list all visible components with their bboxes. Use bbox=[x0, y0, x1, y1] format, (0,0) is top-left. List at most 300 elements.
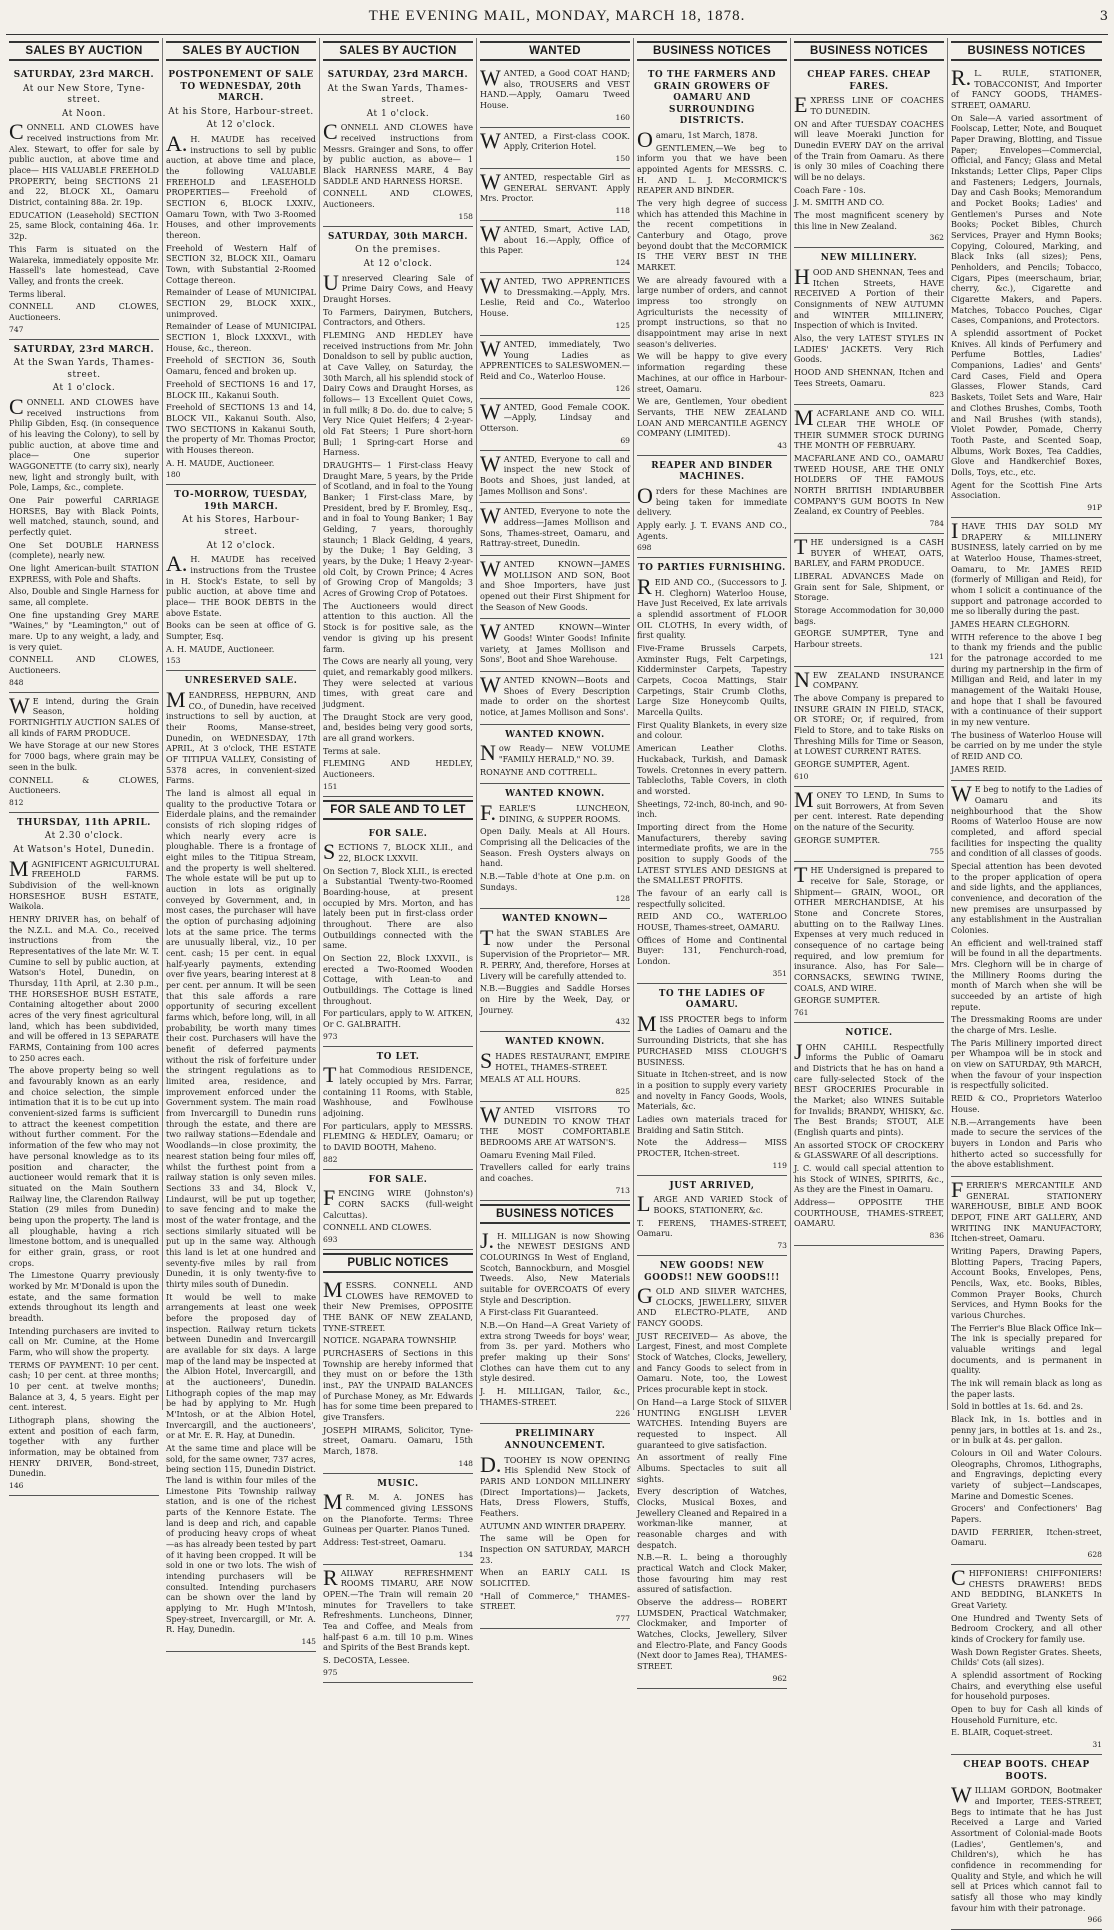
ad-paragraph: THE Undersigned is prepared to receive for Sale, Storage, or Shipment— GRAIN, WOOL, OR OTHER MERCHANDISE, At his Stone and Concrete Stores, abutting on to the Railway Lines. Expenses at very much reduced in consequence of no cartage being required, and low premium for insurance. Also, has For Sale— CORNSACKS, SEWING TWINE, COALS, AND WIRE. bbox=[794, 862, 944, 993]
ad-number-left: 975 bbox=[323, 1667, 338, 1677]
ad-number-left: 761 bbox=[794, 1007, 809, 1017]
ad-number-left: 973 bbox=[323, 1031, 338, 1041]
ad-footer bbox=[323, 1032, 473, 1042]
advertisement bbox=[794, 65, 944, 248]
ad-paragraph: GOLD AND SILVER WATCHES, CLOCKS, JEWELLERY, SILVER AND ELECTRO-PLATE, AND FANCY GOODS. bbox=[637, 1283, 787, 1329]
ad-paragraph: GENTLEMEN,—We beg to inform you that we have been appointed Agents for MESSRS. C. H. AND L. J. McCORMICK'S REAPER AND BINDER. bbox=[637, 142, 787, 196]
ad-paragraph: MONEY TO LEND, In Sums to suit Borrowers, At from Seven per cent. interest. Rate depending on the nature of the Security. bbox=[794, 786, 944, 832]
ad-paragraph: FLEMING AND HEDLEY, Auctioneers. bbox=[323, 758, 473, 779]
ad-paragraph: One Set DOUBLE HARNESS (complete), nearly new. bbox=[9, 539, 159, 561]
ad-paragraph: MACFARLANE AND CO., OAMARU TWEED HOUSE, ARE THE ONLY HOLDERS OF THE FAMOUS NORTH BRITISH INDIARUBBER COMPANY'S GUM BOOTS In New Zealand, ex Country of Peebles. bbox=[794, 453, 944, 517]
ad-footer bbox=[480, 1087, 630, 1097]
column-header: BUSINESS NOTICES bbox=[637, 41, 787, 61]
advertisement bbox=[323, 1474, 473, 1565]
ad-paragraph: REID AND CO., (Successors to J. H. Cleghorn) Waterloo House, Have Just Received, Ex late arrivals a splendid assortment of FLOOR OIL CLOTHS, In every width, of first quality. bbox=[637, 574, 787, 641]
ad-footer bbox=[9, 1481, 159, 1491]
ad-paragraph: Also, Double and Single Harness for same, all complete. bbox=[9, 586, 159, 608]
ad-paragraph: At the same time and place will be sold, for the same owner, 737 acres, being section 115, Dunedin District. The land is within four miles of the Limestone Pits Township railway station, and is one of the richest parts of the Kennore Estate. The land is deep and rich, and capable of producing heavy crops of wheat—as has already been tested by part of it having been cropped. It will be sold in one or two lots. The wish of intending purchasers will be consulted. Intending purchasers can be shown over the land by applying to Mr. Hugh M'Intosh, Spey-street, Invercargill, or Mr. A. R. Hay, Dunedin. bbox=[166, 1442, 316, 1635]
ad-paragraph: Freehold of SECTION 36, South Oamaru, fenced and broken up. bbox=[166, 355, 316, 377]
advertisement bbox=[480, 273, 630, 336]
advertisement bbox=[480, 451, 630, 504]
ad-paragraph: Sold in bottles at 1s. 6d. and 2s. bbox=[951, 1401, 1084, 1412]
ad-heading: At 2.30 o'clock. bbox=[44, 831, 124, 842]
ad-paragraph: T. FERENS, THAMES-STREET, Oamaru. bbox=[637, 1217, 787, 1239]
ad-paragraph: Ladies own materials traced for Braiding and Satin Stitch. bbox=[637, 1113, 787, 1135]
ad-paragraph: FLEMING AND HEDLEY have received instructions from Mr. John Donaldson to sell by public auction, at Cave Valley, on Saturday, the 30th March, all his splendid stock of Dairy Cows and Draught Horses, as follows— 13 Excellent Quiet Cows, in full milk; 8 Do. do. due to calve; 5 Very Nice Quiet Heifers; 4 2-year-old Fat Steers; 1 Pure short-horn Bull; 1 Spring-cart Horse and Harness. bbox=[323, 330, 473, 458]
ad-paragraph: WANTED, immediately, Two Young Ladies as APPRENTICES to SALESWOMEN.—Reid and Co., Waterloo House. bbox=[480, 335, 630, 381]
ad-paragraph: Remainder of Lease of MUNICIPAL SECTION 1, Block LXXXVI., with House, &c., thereon. bbox=[166, 321, 316, 353]
ad-paragraph: WANTED, TWO APPRENTICES to Dressmaking.—Apply, Mrs. Leslie, Reid and Co., Waterloo House. bbox=[480, 273, 630, 319]
ad-paragraph: N.B.—Buggies and Saddle Horses on Hire by the Week, Day, or Journey. bbox=[480, 983, 630, 1015]
ad-heading: SATURDAY, 23rd MARCH. bbox=[327, 70, 469, 80]
ad-paragraph: CONNELL AND CLOWES have received instructions from Messrs. Grainger and Sons, to offer by public auction, as above— 1 Black HARNESS MARE, 4 Bay SADDLE AND HARNESS HORSE. bbox=[323, 119, 473, 186]
ad-footer bbox=[480, 894, 630, 904]
ad-paragraph: RONAYNE AND COTTRELL. bbox=[480, 766, 598, 777]
ad-paragraph: REID AND CO., WATERLOO HOUSE, Thames-street, OAMARU. bbox=[637, 911, 787, 932]
ad-heading: NOTICE. bbox=[845, 1027, 893, 1038]
ad-paragraph: CONNELL AND CLOWES. bbox=[323, 1222, 432, 1233]
ad-number-right: 91P bbox=[1087, 502, 1102, 512]
ad-footer bbox=[794, 1008, 944, 1018]
ad-heading: PRELIMINARY ANNOUNCEMENT. bbox=[504, 1429, 606, 1452]
ad-paragraph: CONNELL AND CLOWES, Auctioneers. bbox=[9, 654, 159, 676]
ad-paragraph: Terms liberal. bbox=[9, 288, 66, 299]
ad-paragraph: On Section 22, Block LXXVII., is erected a Two-Roomed Wooden Cottage, with Lean-to and Outbuildings. The Cottage is lined throughout. bbox=[323, 952, 473, 1006]
ad-paragraph: An assortment of really Fine Albums. Spectacles to suit all sights. bbox=[637, 1452, 787, 1484]
ad-number-right: 148 bbox=[458, 1458, 473, 1468]
ad-paragraph: To Farmers, Dairymen, Butchers, Contractors, and Others. bbox=[323, 306, 473, 328]
ad-paragraph: N.B.—On Hand—A Great Variety of extra strong Tweeds for boys' wear, from 3s. per yard. Mothers who prefer making up their Sons' Clothes can have them cut to any style desired. bbox=[480, 1320, 630, 1384]
ad-paragraph: CONNELL AND CLOWES have received instructions from Mr. Alex. Stewart, to offer for sale by public auction, at above time and place— HIS VALUABLE FREEHOLD PROPERTY, being SECTIONS 21 and 22, BLOCK XL, Oamaru District, containing 88a. 2r. 19p. bbox=[9, 119, 159, 208]
ad-heading: THURSDAY, 11th APRIL. bbox=[17, 817, 151, 828]
ad-heading: REAPER AND BINDER MACHINES. bbox=[651, 460, 773, 483]
ad-paragraph: An assorted STOCK OF CROCKERY & GLASSWARE Of all descriptions. bbox=[794, 1139, 944, 1161]
ad-paragraph: That Commodious RESIDENCE, lately occupied by Mrs. Farrar, containing 11 Rooms, with Stable, Washhouse, and Fowlhouse adjoining. bbox=[323, 1062, 473, 1118]
ad-paragraph: WE intend, during the Grain Season, holding FORTNIGHTLY AUCTION SALES Of all kinds of FARM PRODUCE. bbox=[9, 692, 159, 738]
ad-paragraph: N.B.—Table d'hote at One p.m. on Sundays. bbox=[480, 870, 630, 892]
advertisement bbox=[951, 518, 1102, 781]
ad-number-right: 825 bbox=[615, 1086, 630, 1096]
ad-number-right: 126 bbox=[615, 383, 630, 393]
ad-paragraph: Note the Address— MISS PROCTER, Itchen-street. bbox=[637, 1137, 787, 1158]
ad-paragraph: Oamaru, 1st March, 1878. bbox=[637, 127, 758, 153]
ad-footer bbox=[166, 1637, 316, 1647]
column-2 bbox=[163, 38, 320, 1647]
ad-footer bbox=[637, 1674, 787, 1684]
ad-paragraph: Observe the address— ROBERT LUMSDEN, Practical Watchmaker, Clockmaker, and Importer of Watches, Clocks, Jewellery, Silver and Electro-Plate, and Fancy Goods (Next door to James Rea), THAMES-STREET. bbox=[637, 1596, 787, 1671]
column-3 bbox=[320, 38, 477, 1677]
ad-paragraph: GEORGE SUMPTER, Agent. bbox=[794, 759, 910, 770]
ad-footer bbox=[9, 678, 159, 688]
ad-paragraph: Remainder of Lease of MUNICIPAL SECTION 29, BLOCK XXIX., unimproved. bbox=[166, 287, 316, 319]
section-header: PUBLIC NOTICES bbox=[323, 1253, 473, 1273]
advertisement bbox=[480, 672, 630, 725]
advertisement bbox=[166, 65, 316, 485]
ad-number-right: 118 bbox=[615, 206, 630, 216]
advertisement bbox=[323, 824, 473, 1047]
ad-paragraph: SECTIONS 7, BLOCK XLII., and 22, BLOCK LXXVII. bbox=[323, 839, 473, 865]
ad-paragraph: JOSEPH MIRAMS, Solicitor, Tyne-street, Oamaru. Oamaru, 15th March, 1878. bbox=[323, 1424, 473, 1457]
ad-paragraph: JAMES HEARN CLEGHORN. bbox=[951, 618, 1070, 629]
ad-paragraph: We have Storage at our new Stores for 7000 bags, where grain may be seen in the bulk. bbox=[9, 740, 159, 772]
ad-paragraph: MEANDRESS, HEPBURN, AND CO., of Dunedin, have received instructions to sell by auction, at their Rooms, Manse-street, Dunedin, on WEDNESDAY, 17th APRIL, At 3 o'clock, THE ESTATE OF TITIPUA VALLEY, Consisting of 5378 acres, in convenient-sized Farms. bbox=[166, 686, 316, 786]
ad-footer bbox=[794, 847, 944, 857]
ad-heading: FOR SALE. bbox=[368, 828, 428, 839]
ad-paragraph: The Draught Stock are very good, and, besides being very good sorts, are all grand workers. bbox=[323, 711, 473, 743]
ad-heading: At his Store, Harbour-street. bbox=[168, 106, 314, 117]
ad-paragraph: On Section 7, Block XLII., is erected a Substantial Twenty-two-Roomed Boarding-house, at present occupied by Mrs. Morton, and has lately been put in first-class order throughout. There are also Outbuildings connected with the same. bbox=[323, 865, 473, 951]
ad-heading: CHEAP BOOTS. CHEAP BOOTS. bbox=[963, 1760, 1090, 1782]
ad-paragraph: On Hand—a Large Stock of SILVER HUNTING ENGLISH LEVER WATCHES. Intending Buyers are requested to inspect. All guaranteed to give satisfaction. bbox=[637, 1396, 787, 1450]
column-header: BUSINESS NOTICES bbox=[951, 41, 1102, 61]
advertisement bbox=[323, 65, 473, 227]
ad-paragraph: The above Company is prepared to INSURE GRAIN IN FIELD, STACK, OR STORE; Or, if required, from Field to Store, and to take Risks on Threshing Mills for Time or Season, at LOWEST CURRENT RATES. bbox=[794, 693, 944, 757]
ad-paragraph: R.L. RULE, STATIONER, TOBACCONIST, And Importer of FANCY GOODS, THAMES-STREET, OAMARU. bbox=[951, 65, 1102, 111]
ad-paragraph: THE undersigned is a CASH BUYER of WHEAT, OATS, BARLEY, and FARM PRODUCE. bbox=[794, 534, 944, 569]
ad-number-right: 145 bbox=[301, 1637, 316, 1647]
ad-paragraph: The very high degree of success which has attended this Machine in the recent competitions in Canterbury and Otago, prove beyond doubt that the McCORMICK IS THE VERY BEST IN THE MARKET. bbox=[637, 198, 787, 273]
ad-number-left: 180 bbox=[166, 470, 181, 480]
ad-paragraph: First Quality Blankets, in every size and colour. bbox=[637, 719, 787, 741]
ad-paragraph: NEW ZEALAND INSURANCE COMPANY. bbox=[794, 666, 944, 692]
ad-paragraph: The ink will remain black as long as the paper lasts. bbox=[951, 1377, 1102, 1399]
ad-footer bbox=[480, 1017, 630, 1027]
ad-number-left: 747 bbox=[9, 324, 24, 334]
advertisement bbox=[480, 1424, 630, 1629]
ad-paragraph: Now Ready— NEW VOLUME "FAMILY HERALD," NO. 39. bbox=[480, 740, 630, 766]
column-1 bbox=[6, 38, 163, 1490]
ad-number-right: 836 bbox=[929, 1231, 944, 1240]
ad-paragraph: One fine upstanding Grey MARE "Waines," by "Leamington," out of mare. Up to any weight, a lady, and is very quiet. bbox=[9, 609, 159, 652]
ad-footer bbox=[166, 656, 316, 666]
ad-paragraph: CONNELL & CLOWES, Auctioneers. bbox=[9, 774, 159, 796]
ad-footer bbox=[323, 1550, 473, 1560]
ad-footer bbox=[951, 503, 1102, 513]
ad-paragraph: JUST RECEIVED— As above, the Largest, Finest, and most Complete Stock of Watches, Clocks, Jewellery, and Fancy Goods to select from in Oamaru. Note, too, the Lowest Prices procurable kept in stock. bbox=[637, 1330, 787, 1395]
ad-footer bbox=[480, 384, 630, 394]
ad-paragraph: Open to buy for Cash all kinds of Household Furniture, etc. bbox=[951, 1704, 1102, 1725]
ad-paragraph: A splendid assortment of Rocking Chairs, and everything else useful for household purposes. bbox=[951, 1670, 1102, 1702]
ad-number-right: 966 bbox=[1087, 1915, 1102, 1925]
ad-heading: At 1 o'clock. bbox=[52, 383, 116, 394]
ad-paragraph: Storage Accommodation for 30,000 bags. bbox=[794, 605, 944, 626]
ad-footer bbox=[323, 212, 473, 222]
ad-paragraph: WANTED, Smart, Active LAD, about 16.—Apply, Office of this Paper. bbox=[480, 221, 630, 256]
ad-heading: SATURDAY, 30th MARCH. bbox=[327, 231, 469, 242]
ad-footer bbox=[951, 1915, 1102, 1925]
ad-heading: At his Stores, Harbour-street. bbox=[182, 515, 300, 538]
ad-footer bbox=[794, 772, 944, 782]
ad-paragraph: LIBERAL ADVANCES Made on Grain sent for Sale, Shipment, or Storage. bbox=[794, 571, 944, 603]
ad-paragraph: A. H. MAUDE, Auctioneer. bbox=[166, 643, 275, 654]
ad-heading: NEW GOODS! NEW GOODS!! NEW GOODS!!! bbox=[644, 1260, 780, 1283]
ad-paragraph: Travellers called for early trains and coaches. bbox=[480, 1162, 630, 1183]
advertisement bbox=[323, 1565, 473, 1683]
column-header: SALES BY AUCTION bbox=[9, 41, 159, 61]
advertisement bbox=[951, 1755, 1102, 1930]
ad-paragraph: WILLIAM GORDON, Bootmaker and Importer, TEES-STREET, Begs to intimate that he has Just Received a Large and Varied Assortment of Colonial-made Boots (Ladies', Gentlemen's, and Children's), which he has confidence in recommending for Quality and Style, and which he will sell at Prices which cannot fail to satisfy all those who may kindly favour him with their patronage. bbox=[951, 1782, 1102, 1913]
ad-paragraph: The above property being so well and favourably known as an early and choice selection, the simple intimation that it is to be cut up into convenient-sized farms is sufficient to attract the keenest competition without further comment. For the information of the few who may not have personal knowledge as to its position and character, the auctioneer would remark that it is situated on the Main Southern Railway line, the Clarendon Railway Station (29 miles from Dunedin) being upon the property. The land is all ploughable, having a rich limestone bottom, and is unequalled for either grain, grass, or root crops. bbox=[9, 1065, 159, 1268]
ad-paragraph: The Paris Millinery imported direct per Whampoa will be in stock and on view on SATURDAY, 9th MARCH, when the favour of your inspection is respectfully solicited. bbox=[951, 1037, 1102, 1091]
ad-paragraph: On Sale—A varied assortment of Foolscap, Letter, Note, and Bouquet Paper Drawing, Blotting, and Tissue Paper; Envelopes—Commercial, Official, and Fancy; Glass and Metal Inkstands; Letter Clips, Paper Clips and Fasteners; Ledgers, Journals, Day and Cash Books; Memorandum and Pocket Books; Ladies' and Gentlemen's Purses and Note Books; Pocket Bibles, Church Services, Prayer and Hymn Books; Copying, Coloured, Marking, and Black Inks (all sizes); Pens, Penholders, and Pencils; Tobacco, Cigars, Pipes (meerschaum, briar, cherry, &c.), Cigarette and Cigarette Makers, and Papers. Matches, Tobacco Pouches, Cigar Cases, Companions, and Protectors. bbox=[951, 112, 1102, 326]
advertisement bbox=[323, 1277, 473, 1474]
ad-paragraph: Importing direct from the Home Manufacturers, thereby saving intermediate profits, we are in the position to supply Goods of the LATEST STYLES AND DESIGNS at the SMALLEST PROFITS. bbox=[637, 821, 787, 886]
ad-paragraph: A.H. MAUDE has received instructions from the Trustee in H. Stock's Estate, to sell by public auction, at above time and place— THE BOOK DEBTS in the above Estate. bbox=[166, 551, 316, 618]
ad-paragraph: MEALS AT ALL HOURS. bbox=[480, 1074, 581, 1085]
ad-number-left: 610 bbox=[794, 771, 809, 781]
ad-paragraph: WANTED, a Good COAT HAND; also, TROUSERS and VEST HAND.—Apply, Oamaru Tweed House. bbox=[480, 65, 630, 111]
ad-paragraph: MESSRS. CONNELL AND CLOWES have REMOVED to their New Premises, OPPOSITE THE BANK OF NEW ZEALAND, TYNE-STREET. bbox=[323, 1276, 473, 1333]
ad-paragraph: WANTED, Everyone to note the address—James Mollison and Sons, Thames-street, Oamaru, and Rattray-street, Dunedin. bbox=[480, 503, 630, 549]
advertisement bbox=[166, 485, 316, 671]
ad-number-left: 882 bbox=[323, 1154, 338, 1164]
column-header: WANTED bbox=[480, 41, 630, 61]
ad-number-right: 158 bbox=[458, 211, 473, 221]
ad-paragraph: We are already favoured with a large number of orders, and cannot impress too strongly on Agriculturists the necessity of prompt instructions, so that no disappointment may arise in next season's deliveries. bbox=[637, 274, 787, 349]
ad-paragraph: CONNELL AND CLOWES, Auctioneers. bbox=[9, 301, 159, 322]
ad-number-right: 121 bbox=[929, 651, 944, 661]
advertisement bbox=[637, 984, 787, 1176]
ad-footer bbox=[323, 1668, 473, 1678]
ad-paragraph: The most magnificent scenery by this line in New Zealand. bbox=[794, 209, 944, 231]
ad-paragraph: American Leather Cloths. Huckaback, Turkish, and Damask Towels. Cretonnes in every pattern. Tablecloths, Table Covers, in cloth and worsted. bbox=[637, 743, 787, 796]
ad-number-left: 151 bbox=[323, 781, 338, 791]
ad-paragraph: J. H. MILLIGAN, Tailor, &c., THAMES-STREET. bbox=[480, 1386, 630, 1407]
ad-paragraph: Sheetings, 72-inch, 80-inch, and 90-inch. bbox=[637, 798, 787, 820]
ad-paragraph: CONNELL AND CLOWES have received instructions from Philip Gibden, Esq. (in consequence of his leaving the Colony), to sell by public auction, at above time and place— One superior WAGGONETTE (to carry six), nearly new, light and strongly built, with Pole, Lamps, &c., complete. bbox=[9, 393, 159, 493]
ad-paragraph: PURCHASERS of Sections in this Township are hereby informed that they must on or before the 13th inst., PAY the UNPAID BALANCES of Purchase Money, as Mr. Edwards has for some time been prepared to give Transfers. bbox=[323, 1347, 473, 1422]
ad-footer bbox=[480, 321, 630, 331]
ad-paragraph: CHIFFONIERS! CHIFFONIERS! CHESTS DRAWERS! BEDS AND BEDDING, BLANKETS In Great Variety. bbox=[951, 1565, 1102, 1611]
advertisement bbox=[480, 784, 630, 909]
ad-heading: SATURDAY, 23rd MARCH. bbox=[13, 344, 155, 355]
ad-paragraph: NOTICE. NGAPARA TOWNSHIP. bbox=[323, 1335, 457, 1346]
ad-paragraph: MACFARLANE AND CO. WILL CLEAR THE WHOLE OF THEIR SUMMER STOCK DURING THE MONTH OF FEBRUARY. bbox=[794, 405, 944, 451]
ad-paragraph: The Auctioneers would direct attention to this auction. All the Stock is for positive sale, as the vendor is giving up his present farm. bbox=[323, 600, 473, 654]
ad-paragraph: Address: Test-street, Oamaru. bbox=[323, 1537, 447, 1547]
ad-paragraph: Offices of Home and Continental Buyer: 131, Fenchurch-road, London. bbox=[637, 934, 787, 966]
ad-paragraph: S. DeCOSTA, Lessee. bbox=[323, 1655, 410, 1666]
ad-number-right: 755 bbox=[929, 847, 944, 857]
ad-paragraph: D.TOOHEY IS NOW OPENING His Splendid New Stock of PARIS AND LONDON MILLINERY (Direct Importations)— Jackets, Hats, Dress Flowers, Stuffs, Feathers. bbox=[480, 1451, 630, 1518]
ad-paragraph: We will be happy to give every information regarding these Machines, at our office in Harbour-street, Oamaru. bbox=[637, 351, 787, 394]
ad-paragraph: MR. M. A. JONES has commenced giving LESSONS on the Pianoforte. Terms: Three Guineas per Quarter. Pianos Tuned. bbox=[323, 1489, 473, 1535]
ad-number-right: 43 bbox=[777, 440, 787, 450]
ad-paragraph: That the SWAN STABLES Are now under the Personal Supervision of the Proprietor— MR. R. PERRY, And, therefore, Horses at Livery will be carefully attended to. bbox=[480, 924, 630, 981]
advertisement bbox=[480, 221, 630, 273]
ad-number-right: 124 bbox=[615, 258, 630, 268]
advertisement bbox=[480, 725, 630, 785]
ad-paragraph: EDUCATION (Leasehold) SECTION 25, same Block, containing 46a. 1r. 32p. bbox=[9, 209, 159, 242]
ad-heading: On the premises. bbox=[355, 245, 441, 256]
ad-paragraph: N.B.—R. L. being a thoroughly practical Watch and Clock Maker, those favouring him may rest assured of satisfaction. bbox=[637, 1552, 787, 1595]
advertisement bbox=[794, 787, 944, 862]
advertisement bbox=[794, 862, 944, 1023]
ad-paragraph: MAGNIFICENT AGRICULTURAL FREEHOLD FARMS. Subdivision of the well-known HORSESHOE BUSH ESTATE, Waikola. bbox=[9, 855, 159, 912]
ad-paragraph: J. C. would call special attention to his Stock of WINES, SPIRITS, &c., As they are the Finest in Oamaru. bbox=[794, 1162, 944, 1195]
ad-paragraph: Oamaru Evening Mail Filed. bbox=[480, 1149, 596, 1160]
ad-footer bbox=[637, 1161, 787, 1171]
ad-paragraph: Apply early. J. T. EVANS AND CO., Agents. bbox=[637, 520, 787, 541]
ad-heading: CHEAP FARES. CHEAP FARES. bbox=[807, 70, 931, 92]
ad-paragraph: DRAUGHTS— 1 First-class Heavy Draught Mare, 5 years, by the Pride of Scotland, and in foal to the Young Banker; 1 First-class Mare, by President, bred by F. Bromley, Esq., and in foal to Young Banker; 1 Bay Gelding, 7 years, thoroughly staunch; 1 Black Gelding, 4 years, by the Duke; 1 Bay Gelding, 3 years, by the Duke; 1 Heavy 2-year-old Colt, by Crown Prince; 4 Acres of Growing Crop of Mangolds; 3 Acres of Growing Crop of Potatoes. bbox=[323, 460, 473, 599]
ad-paragraph: Freehold of SECTIONS 16 and 17, BLOCK III., Kakanui South. bbox=[166, 378, 316, 400]
ad-heading: SATURDAY, 23rd MARCH. bbox=[13, 70, 155, 80]
ad-heading: NEW MILLINERY. bbox=[820, 253, 918, 264]
ad-paragraph: Coach Fare - 10s. bbox=[794, 184, 866, 195]
ad-paragraph: F.EARLE'S LUNCHEON, DINING, & SUPPER ROOMS. bbox=[480, 799, 630, 825]
ad-paragraph: E. BLAIR, Coquet-street. bbox=[951, 1727, 1053, 1738]
ad-paragraph: We are, Gentlemen, Your obedient Servants, THE NEW ZEALAND LOAN AND MERCANTILE AGENCY COMPANY (LIMITED). bbox=[637, 396, 787, 439]
ad-heading: POSTPONEMENT OF SALE TO WEDNESDAY, 20th MARCH. bbox=[168, 70, 314, 104]
advertisement bbox=[951, 65, 1102, 518]
ad-paragraph: GEORGE SUMPTER. bbox=[794, 995, 881, 1006]
ad-paragraph: For particulars, apply to W. AITKEN, Or C. GALBRAITH. bbox=[323, 1008, 473, 1029]
ad-paragraph: For particulars, apply to MESSRS. FLEMING & HEDLEY, Oamaru; or to DAVID BOOTH, Maheno. bbox=[323, 1120, 473, 1152]
ad-number-right: 962 bbox=[772, 1673, 787, 1683]
ad-footer bbox=[323, 1235, 473, 1245]
section-header: BUSINESS NOTICES bbox=[480, 1204, 630, 1224]
ad-heading: JUST ARRIVED, bbox=[669, 1180, 755, 1191]
column-header: BUSINESS NOTICES bbox=[794, 41, 944, 61]
advertisement bbox=[794, 405, 944, 534]
ad-paragraph: Books can be seen at office of G. Sumpter, Esq. bbox=[166, 620, 316, 641]
ad-paragraph: WANTED KNOWN—JAMES MOLLISON AND SON, Boot and Shoe Importers, have just opened out their First Shipment for the Season of New Goods. bbox=[480, 555, 630, 612]
ad-paragraph: FENCING WIRE (Johnston's) CORN SACKS (full-weight Calcuttas). bbox=[323, 1185, 473, 1220]
ad-paragraph: A.H. MAUDE has received instructions to sell by public auction, at above time and place, the following VALUABLE FREEHOLD and LEASEHOLD PROPERTIES— Freehold of SECTION 6, BLOCK LXXIV., Oamaru Town, with Two 3-Roomed Houses, and other improvements thereon. bbox=[166, 131, 316, 241]
ad-number-right: 31 bbox=[1092, 1740, 1102, 1750]
section-header: FOR SALE AND TO LET bbox=[323, 800, 473, 820]
ad-paragraph: A. H. MAUDE, Auctioneer. bbox=[166, 457, 275, 468]
advertisement bbox=[480, 1102, 630, 1201]
advertisement bbox=[951, 1565, 1102, 1755]
page-number: 3 bbox=[1099, 9, 1108, 24]
ad-footer bbox=[794, 233, 944, 243]
ad-heading: At our New Store, Tyne-street. bbox=[22, 83, 146, 106]
ad-number-right: 134 bbox=[458, 1549, 473, 1559]
ad-number-left: 848 bbox=[9, 677, 24, 687]
ad-paragraph: N.B.—Arrangements have been made to secure the services of the buyers in London and Paris who hitherto acted so successfully for the above establishment. bbox=[951, 1116, 1102, 1170]
ad-number-left: 693 bbox=[323, 1234, 338, 1244]
ad-paragraph: FERRIER'S MERCANTILE AND GENERAL STATIONERY WAREHOUSE, BIBLE AND BOOK DEPOT, FINE ART GALLERY, AND WRITING INK MANUFACTORY, Itchen-street, Oamaru. bbox=[951, 1176, 1102, 1244]
advertisement bbox=[480, 399, 630, 451]
ad-heading: WANTED KNOWN. bbox=[505, 789, 605, 800]
ad-heading: TO PARTIES FURNISHING. bbox=[638, 563, 786, 574]
ad-paragraph: RAILWAY REFRESHMENT ROOMS TIMARU, ARE NOW OPEN.—The Train will remain 20 minutes for Travellers to take Refreshments. Luncheons, Dinner, Tea and Coffee, and Meals from half-past 6 a.m. till 10 p.m. Wines and Spirits of the Best Brands kept. bbox=[323, 1564, 473, 1653]
ad-heading: At 1 o'clock. bbox=[366, 108, 430, 119]
advertisement bbox=[323, 227, 473, 797]
ad-paragraph: WE beg to notify to the Ladies of Oamaru and its neighbourhood that the Show Rooms of Waterloo House are now completed, and afford special facilities for inspecting the quality and condition of all classes of goods. bbox=[951, 781, 1102, 859]
ad-paragraph: One Pair powerful CARRIAGE HORSES, Bay with Black Points, well matched, staunch, sound, and perfectly quiet. bbox=[9, 495, 159, 538]
advertisement bbox=[323, 1047, 473, 1170]
advertisement bbox=[480, 128, 630, 169]
advertisement bbox=[637, 456, 787, 559]
ad-paragraph: Freehold of Western Half of SECTION 32, BLOCK XII., Oamaru Town, with Substantial 2-Roomed Cottage thereon. bbox=[166, 242, 316, 285]
ad-heading: TO THE LADIES OF OAMARU. bbox=[658, 988, 766, 1011]
advertisement bbox=[323, 1170, 473, 1250]
ad-paragraph: HOOD AND SHENNAN, Itchen and Tees Streets, Oamaru. bbox=[794, 366, 944, 388]
advertisement bbox=[794, 667, 944, 787]
ad-paragraph: The business of Waterloo House will be carried on by me under the style of REID AND CO. bbox=[951, 729, 1102, 761]
ad-footer bbox=[794, 652, 944, 662]
ad-paragraph: WANTED, Everyone to call and inspect the new Stock of Boots and Shoes, just landed, at James Mollison and Sons'. bbox=[480, 450, 630, 496]
ad-paragraph: CONNELL AND CLOWES, Auctioneers. bbox=[323, 188, 473, 210]
ad-number-right: 362 bbox=[929, 233, 944, 243]
masthead bbox=[6, 8, 1108, 35]
ad-footer bbox=[480, 436, 630, 446]
ad-paragraph: The same will be Open for Inspection ON SATURDAY, MARCH 23. bbox=[480, 1533, 630, 1565]
advertisement bbox=[637, 65, 787, 456]
advertisement bbox=[9, 65, 159, 340]
ad-paragraph: The favour of an early call is respectfully solicited. bbox=[637, 887, 787, 909]
ad-paragraph: Lithograph plans, showing the extent and position of each farm, together with any further information, may be obtained from HENRY DRIVER, Bond-street, Dunedin. bbox=[9, 1414, 159, 1479]
ad-number-right: 73 bbox=[777, 1240, 787, 1250]
ad-paragraph: JOHN CAHILL Respectfully informs the Public of Oamaru and Districts that he has on hand a care fully-selected Stock of the BEST GROCERIES Procurable in the Market; also WINES Suitable for Invalids; BRANDY, WHISKY, &c. The Best Brands; STOUT, ALE (English quarts and pints). bbox=[794, 1038, 944, 1137]
advertisement bbox=[480, 65, 630, 128]
ad-paragraph: Open Daily. Meals at All Hours. Comprising all the Delicacies of the Season. Fresh Oysters always on hand. bbox=[480, 826, 630, 869]
ad-number-right: 119 bbox=[772, 1160, 787, 1170]
ad-paragraph: JAMES REID. bbox=[951, 763, 1007, 774]
ad-paragraph: SHADES RESTAURANT, EMPIRE HOTEL, THAMES-STREET. bbox=[480, 1047, 630, 1073]
ad-number-right: 128 bbox=[615, 894, 630, 904]
ad-footer bbox=[480, 113, 630, 123]
advertisement bbox=[9, 340, 159, 693]
ad-footer bbox=[480, 1409, 630, 1419]
ad-footer bbox=[637, 441, 787, 451]
ad-paragraph: When an EARLY CALL IS SOLICITED. bbox=[480, 1567, 630, 1589]
ad-number-right: 784 bbox=[929, 519, 944, 529]
column-5 bbox=[634, 38, 791, 1683]
ad-paragraph: Unreserved Clearing Sale of Prime Dairy Cows, and Heavy Draught Horses. bbox=[323, 269, 473, 304]
ad-paragraph: GEORGE SUMPTER, Tyne and Harbour streets. bbox=[794, 628, 944, 650]
ad-heading: TO THE FARMERS AND GRAIN GROWERS OF OAMARU AND SURROUNDING DISTRICTS. bbox=[647, 70, 777, 127]
advertisement bbox=[166, 671, 316, 1652]
advertisement bbox=[637, 1176, 787, 1256]
ad-number-right: 432 bbox=[615, 1017, 630, 1027]
columns bbox=[6, 38, 1108, 1925]
column-header: SALES BY AUCTION bbox=[166, 41, 316, 61]
ad-paragraph: The land is almost all equal in quality to the productive Totara or Eiderdale plains, and the remainder consists of rich sloping ridges of which nearly every acre is ploughable. There is a frontage of eight miles to the Titipua Stream, and the property is well sheltered. The whole estate will be put up to auction in lots as originally conveyed by Government, and, in most cases, the purchaser will have the option of purchasing adjoining lots at the same price. The terms are unusually liberal, viz., 10 per cent. cash; 15 per cent. in equal half-yearly payments, extending over five years, bearing interest at 8 per cent. per annum. It will be seen that this sale affords a rare opportunity of securing excellent farms which, before long, will, in all probability, be worth many times their cost. Purchasers will have the benefit of deferred payments without the risk of forfeiture under the stringent regulations as to limited area, residence, and improvement enforced under the Government system. The main road from Invercargill to Dunedin runs through the estate, and there are two railway stations—Edendale and Woodlands—in close proximity, the nearest station being four miles off, whilst the furthest point from a railway station is only seven miles. Sections 33 and 34, Block V., Lindaurst, will be put up together, to save fencing and to make the most of the water frontage, and the sections similarly situated will be put up in the same way. Although this land is let at one hundred and seventy-five miles by rail from Dunedin, it is only twenty-five to thirty miles south of Dunedin. bbox=[166, 787, 316, 1289]
ad-paragraph: The Cows are nearly all young, very quiet, and remarkably good milkers. They were selected at various times, with great care and judgment. bbox=[323, 656, 473, 709]
ad-heading: WANTED KNOWN— bbox=[502, 914, 608, 925]
ad-paragraph: Orders for these Machines are being taken for immediate delivery. bbox=[637, 483, 787, 518]
advertisement bbox=[480, 556, 630, 619]
ad-paragraph: Wash Down Register Grates. Sheets, Childs' Cots (all sizes). bbox=[951, 1646, 1102, 1668]
advertisement bbox=[794, 534, 944, 667]
ad-paragraph: MISS PROCTER begs to inform the Ladies of Oamaru and the Surrounding Districts, that she has PURCHASED MISS CLOUGH'S BUSINESS. bbox=[637, 1010, 787, 1067]
ad-number-right: 226 bbox=[615, 1409, 630, 1419]
column-4 bbox=[477, 38, 634, 1624]
ad-paragraph: AUTUMN AND WINTER DRAPERY. bbox=[480, 1520, 626, 1531]
ad-paragraph: Black Ink, in 1s. bottles and in penny jars, in bottles at 1s. and 2s., or in bulk at 4s. per gallon. bbox=[951, 1413, 1102, 1446]
ad-paragraph: Five-Frame Brussels Carpets, Axminster Rugs, Felt Carpetings, Kidderminster Carpets, Tapestry Carpets, Cocoa Mattings, Stair Carpetings, Stair Crumb Cloths, Large Size Honeycomb Quilts, Marcella Quilts. bbox=[637, 643, 787, 718]
ad-paragraph: WANTED KNOWN—Winter Goods! Winter Goods! Infinite variety, at James Mollison and Sons', Boot and Shoe Warehouse. bbox=[480, 619, 630, 665]
ad-heading: MUSIC. bbox=[377, 1478, 419, 1489]
advertisement bbox=[9, 693, 159, 813]
advertisement bbox=[480, 503, 630, 556]
ad-heading: At the Swan Yards, Thames-street. bbox=[327, 83, 469, 106]
ad-paragraph: WANTED, a First-class COOK. Apply, Criterion Hotel. bbox=[480, 127, 630, 153]
masthead-title: THE EVENING MAIL, MONDAY, MARCH 18, 1878. bbox=[368, 8, 746, 24]
ad-paragraph: "Hall of Commerce," THAMES-STREET. bbox=[480, 1590, 630, 1612]
advertisement bbox=[794, 1023, 944, 1246]
ad-paragraph: EXPRESS LINE OF COACHES TO DUNEDIN. bbox=[794, 92, 944, 118]
ad-number-left: 146 bbox=[9, 1480, 24, 1490]
ad-number-left: 698 bbox=[637, 543, 652, 553]
ad-paragraph: Colours in Oil and Water Colours. Oleographs, Chromos, Lithographs, and Engravings, depicting every variety of subject—Landscapes, Marine and Domestic Scenes. bbox=[951, 1447, 1102, 1501]
ad-paragraph: WANTED, Good Female COOK.—Apply, Lindsay and Otterson. bbox=[480, 398, 630, 433]
ad-paragraph: Situate in Itchen-street, and is now in a position to supply every variety and novelty in Fancy Goods, Wools, Materials, &c. bbox=[637, 1069, 787, 1112]
